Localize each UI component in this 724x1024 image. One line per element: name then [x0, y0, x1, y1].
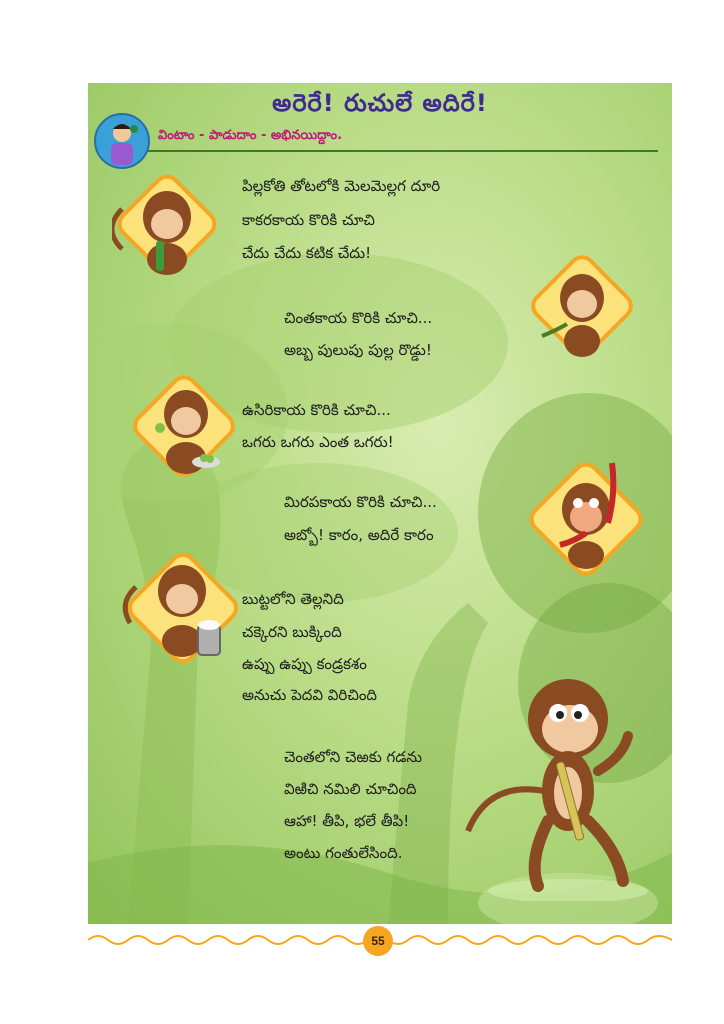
monkey-gooseberry-image	[124, 366, 244, 486]
poem-line-15: విఱిచి నమిలి చూచింది	[284, 780, 417, 798]
monkey-sugarcane-image	[448, 661, 668, 901]
poem-line-1: పిల్లకోతి తోటలోకి మెలమెల్లగ దూరి	[242, 177, 441, 195]
poem-line-9: అబ్బో! కారం, అదిరే కారం	[284, 526, 434, 544]
poem-line-11: చక్కెరని బుక్కింది	[242, 623, 342, 641]
poem-line-3: చేదు చేదు కటిక చేదు!	[242, 244, 372, 262]
poem-line-13: అనుచు పెదవి విరిచింది	[242, 686, 378, 704]
poem-line-6: ఉసిరికాయ కొరికి చూచి...	[242, 401, 391, 419]
page-number: 55	[363, 926, 393, 956]
page-subtitle: వింటాం - పాడుదాం - అభినయిద్దాం.	[158, 128, 343, 143]
poem-line-8: మిరపకాయ కొరికి చూచి...	[284, 493, 437, 511]
monkey-sugar-image	[118, 543, 248, 673]
page-panel	[88, 83, 672, 924]
poem-line-10: బుట్టలోని తెల్లనిది	[242, 590, 344, 608]
poem-line-17: అంటు గంతులేసింది.	[284, 844, 403, 862]
poem-line-14: చెంతలోని చెఱకు గడను	[284, 748, 423, 766]
poem-line-5: అబ్బ పులుపు పుల్ల రొడ్డు!	[284, 341, 432, 359]
boy-badge-image	[94, 113, 150, 169]
poem-line-4: చింతకాయ కొరికి చూచి...	[284, 309, 433, 327]
poem-line-16: ఆహా! తీపి, భలే తీపి!	[284, 812, 410, 830]
poem-line-12: ఉప్పు ఉప్పు కండ్రకశం	[242, 655, 367, 673]
poem-line-7: ఒగరు ఒగరు ఎంత ఒగరు!	[242, 433, 394, 451]
monkey-tamarind-image	[522, 246, 642, 366]
monkey-chili-image	[520, 453, 652, 585]
poem-line-2: కాకరకాయ కొరికి చూచి	[242, 211, 375, 229]
page-title: అరెరే! రుచులే అదిరే!	[272, 89, 488, 117]
monkey-karela-image	[112, 169, 222, 279]
